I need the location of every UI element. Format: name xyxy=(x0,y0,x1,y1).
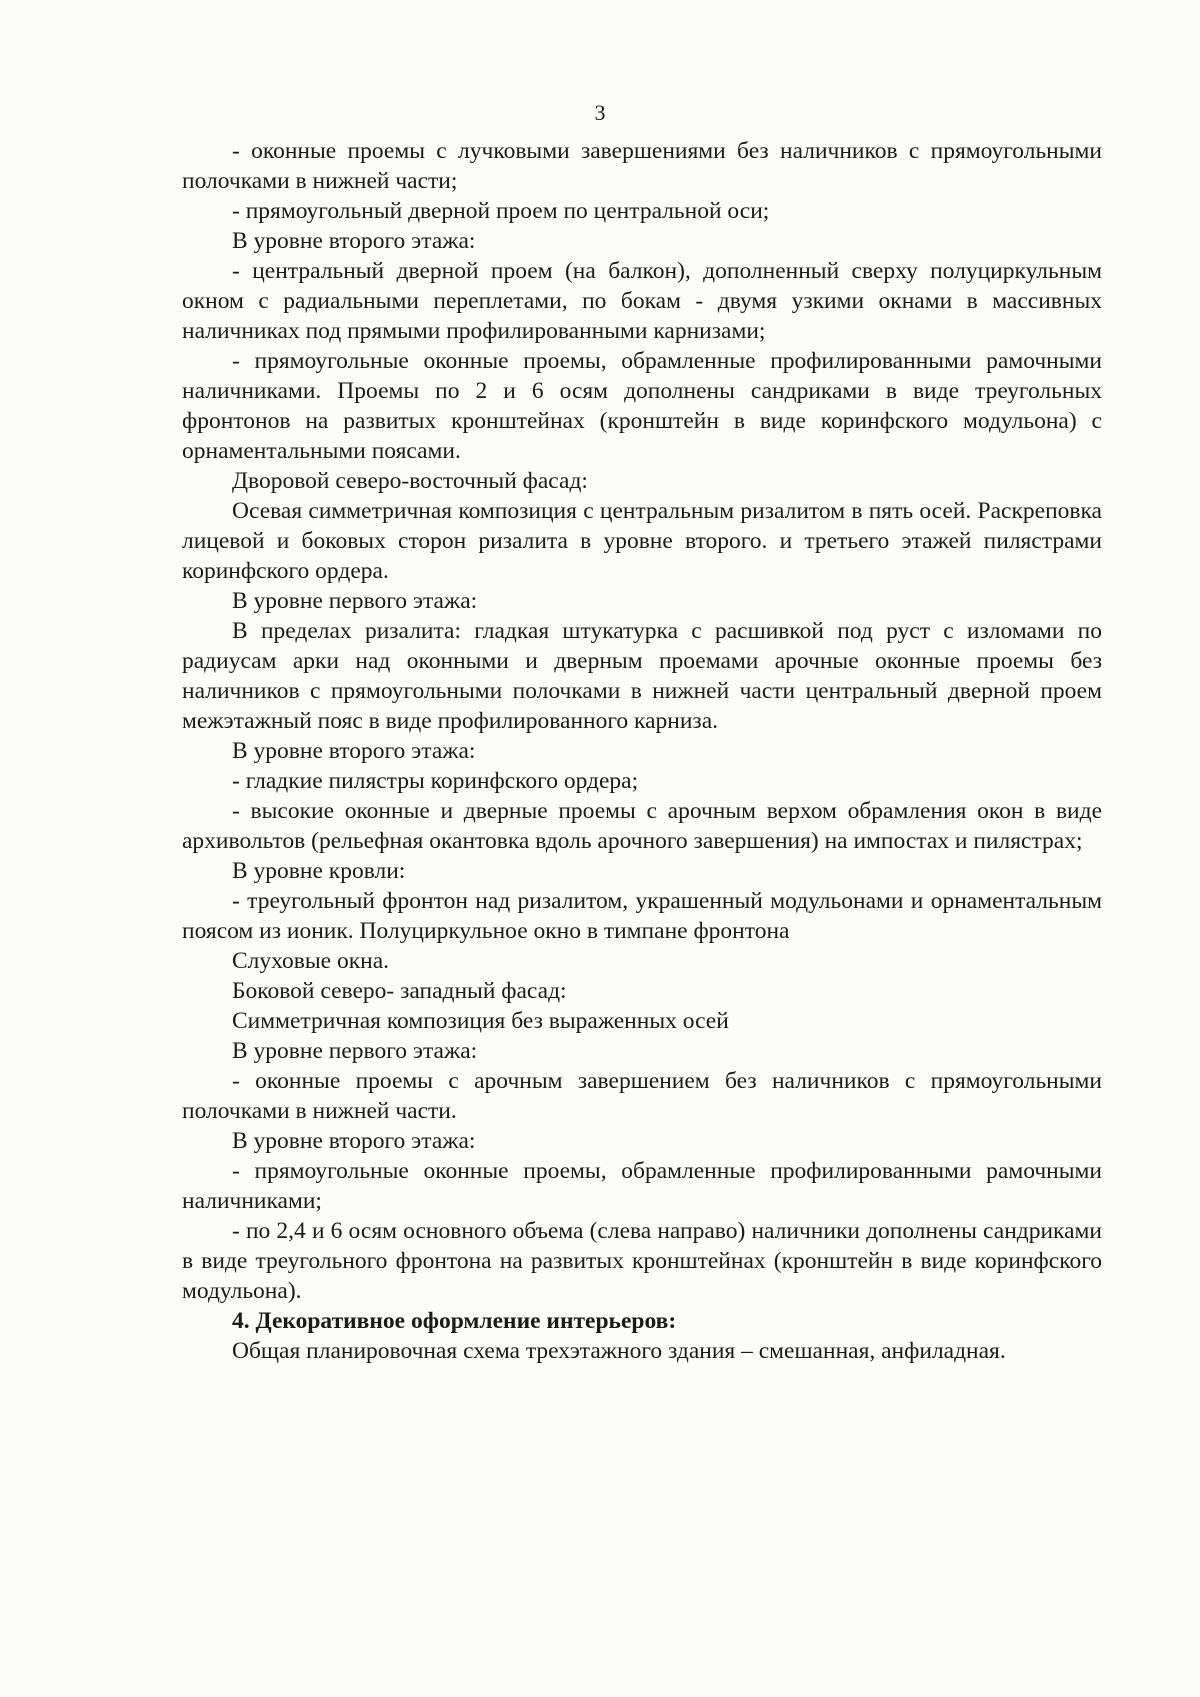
paragraph: - треугольный фронтон над ризалитом, украшенный модульонами и орнаментальным поясом из ионик. Полуциркульное окно в тимпане фронтона xyxy=(182,888,1102,944)
paragraph: - гладкие пилястры коринфского ордера; xyxy=(232,768,639,794)
paragraph: - прямоугольный дверной проем по центральной оси; xyxy=(232,198,770,224)
paragraph: - центральный дверной проем (на балкон), дополненный сверху полуциркульным окном с радиальными переплетами, по бокам - двумя узкими окнами в массивных наличниках под прямыми профилированными карнизами; xyxy=(182,258,1102,344)
paragraph: Слуховые окна. xyxy=(232,948,389,974)
paragraph: Общая планировочная схема трехэтажного здания – смешанная, анфиладная. xyxy=(232,1338,1006,1364)
paragraph: - по 2,4 и 6 осям основного объема (слева направо) наличники дополнены сандриками в виде треугольного фронтона на развитых кронштейнах (кронштейн в виде коринфского модульона). xyxy=(182,1218,1102,1304)
paragraph: - оконные проемы с лучковыми завершениями без наличников с прямоугольными полочками в нижней части; xyxy=(182,138,1102,194)
paragraph: - прямоугольные оконные проемы, обрамленные профилированными рамочными наличниками; xyxy=(182,1158,1102,1214)
paragraph: В уровне первого этажа: xyxy=(232,588,478,614)
document-body xyxy=(182,136,1102,1366)
paragraph: В уровне второго этажа: xyxy=(232,228,476,254)
paragraph: - высокие оконные и дверные проемы с арочным верхом обрамления окон в виде архивольтов (рельефная окантовка вдоль арочного завершения) на импостах и пилястрах; xyxy=(182,798,1102,854)
paragraph: Симметричная композиция без выраженных осей xyxy=(232,1008,729,1034)
paragraph: Осевая симметричная композиция с центральным ризалитом в пять осей. Раскреповка лицевой и боковых сторон ризалита в уровне второго. и третьего этажей пилястрами коринфского ордера. xyxy=(182,498,1102,584)
paragraph: В уровне первого этажа: xyxy=(232,1038,478,1064)
paragraph: В уровне второго этажа: xyxy=(232,738,476,764)
paragraph: В уровне кровли: xyxy=(232,858,406,884)
paragraph: В уровне второго этажа: xyxy=(232,1128,476,1154)
page-number: 3 xyxy=(594,100,606,125)
paragraph: - прямоугольные оконные проемы, обрамленные профилированными рамочными наличниками. Проемы по 2 и 6 осям дополнены сандриками в виде треугольных фронтонов на развитых кронштейнах (кронштейн в виде коринфского модульона) с орнаментальными поясами. xyxy=(182,348,1102,464)
numbered-section-heading: 4. Декоративное оформление интерьеров: xyxy=(232,1308,677,1334)
section-heading: Боковой северо- западный фасад: xyxy=(232,978,567,1004)
paragraph: В пределах ризалита: гладкая штукатурка с расшивкой под руст с изломами по радиусам арки над оконными и дверным проемами арочные оконные проемы без наличников с прямоугольными полочками в нижней части центральный дверной проем межэтажный пояс в виде профилированного карниза. xyxy=(182,618,1102,734)
paragraph: - оконные проемы с арочным завершением без наличников с прямоугольными полочками в нижней части. xyxy=(182,1068,1102,1124)
section-heading: Дворовой северо-восточный фасад: xyxy=(232,468,588,494)
